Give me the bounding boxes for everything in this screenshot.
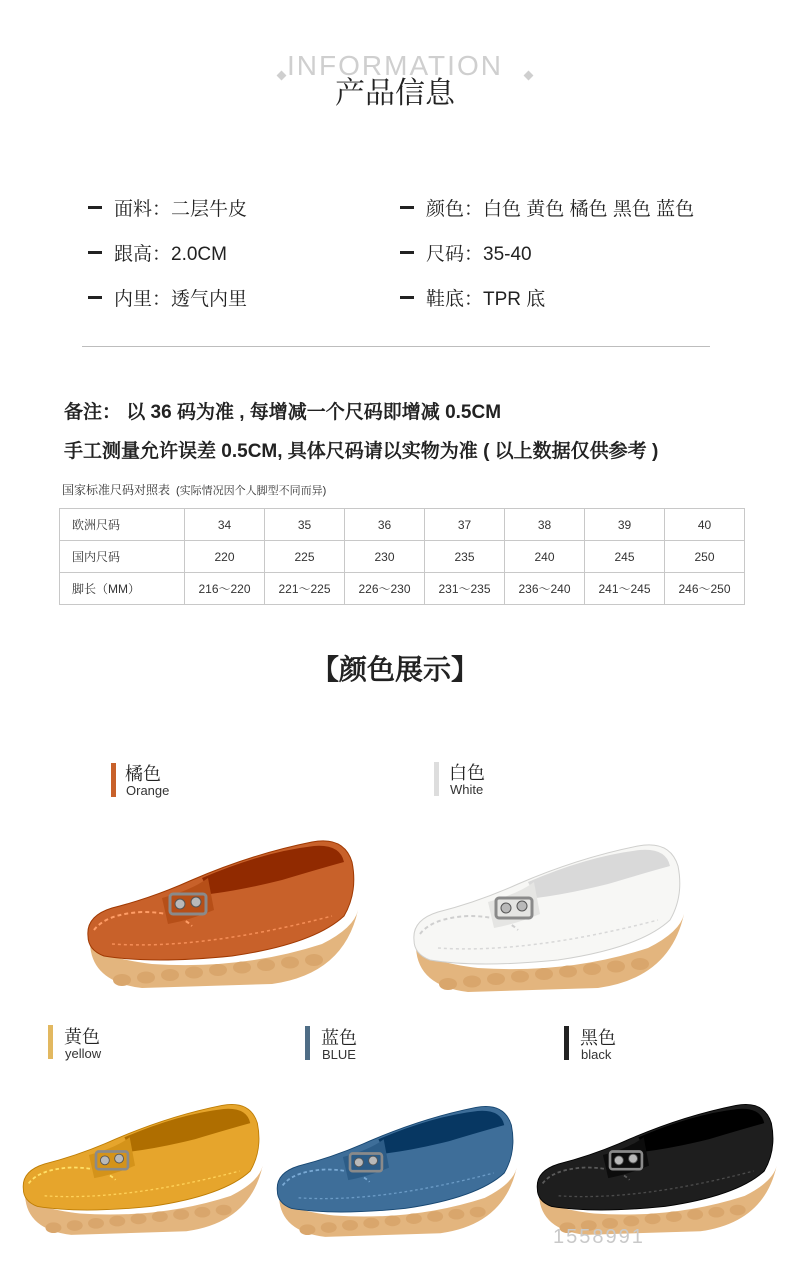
color-label-en-black: black [581, 1047, 612, 1062]
table-cell: 230 [345, 541, 425, 573]
shoe-sole-tread [257, 959, 275, 971]
row-label: 国内尺码 [60, 541, 185, 573]
color-bar-orange [111, 763, 116, 797]
table-cell: 246～250 [665, 573, 745, 605]
shoe-sole-tread [161, 969, 179, 981]
shoe-sole-tread [281, 957, 299, 969]
table-cell: 241～245 [585, 573, 665, 605]
shoe-sole-tread [363, 1218, 379, 1229]
shoe-sole-tread [152, 1211, 168, 1222]
spec-size-range: 尺码：35-40 [400, 239, 532, 266]
shoe-sole-tread [448, 1209, 464, 1220]
shoe-sole-tread [583, 963, 601, 975]
color-bar-blue [305, 1026, 310, 1060]
shoe-sole-tread [216, 1205, 232, 1216]
shoe-stud [115, 1154, 124, 1163]
shoe-stud [369, 1156, 378, 1165]
spec-material: 面料：二层牛皮 [88, 194, 247, 221]
shoe-sole-tread [535, 968, 553, 980]
color-label-en-white: White [450, 782, 484, 797]
shoe-sole-tread [559, 966, 577, 978]
section-divider [82, 346, 710, 347]
header-chinese-title: 产品信息 [335, 77, 455, 110]
shoe-sole-tread [299, 1224, 315, 1235]
size-table-caption: 国家标准尺码对照表 (实际情况因个人脚型不同而异) [62, 483, 327, 497]
shoe-sole-tread [427, 1211, 443, 1222]
table-cell: 40 [665, 509, 745, 541]
table-cell: 235 [425, 541, 505, 573]
shoe-image-white [408, 836, 690, 1004]
spec-heel-height: 跟高：2.0CM [88, 239, 227, 266]
shoe-sole-tread [645, 1214, 661, 1225]
shoe-sole-tread [708, 1207, 724, 1218]
shoe-stud [517, 901, 527, 911]
shoe-stud [191, 897, 201, 907]
table-cell: 35 [265, 509, 345, 541]
table-row [60, 541, 745, 573]
color-bar-yellow [48, 1025, 53, 1059]
shoe-image-yellow [18, 1096, 268, 1246]
size-table [59, 508, 745, 605]
shoe-sole-tread [666, 1211, 682, 1222]
shoe-stud [629, 1154, 638, 1163]
table-cell: 216～220 [185, 573, 265, 605]
watermark-text: 1558991 [553, 1226, 645, 1248]
table-cell: 37 [425, 509, 505, 541]
shoe-sole-tread [113, 974, 131, 986]
shoe-sole-tread [137, 972, 155, 984]
header-english-title: INFORMATION [287, 50, 503, 81]
table-cell: 250 [665, 541, 745, 573]
color-label-cn-black: 黑色 [580, 1028, 616, 1048]
shoe-sole-tread [131, 1214, 147, 1225]
shoe-sole-tread [730, 1205, 746, 1216]
note-line-1: 备注： 以 36 码为准 , 每增减一个尺码即增减 0.5CM [64, 402, 502, 423]
shoe-sole-tread [631, 958, 649, 970]
table-cell: 226～230 [345, 573, 425, 605]
color-label-cn-blue: 蓝色 [321, 1028, 357, 1048]
shoe-sole-tread [470, 1207, 486, 1218]
color-label-cn-white: 白色 [449, 763, 485, 783]
shoe-sole-tread [342, 1220, 358, 1231]
color-label-cn-orange: 橘色 [125, 764, 161, 784]
shoe-sole-tread [233, 962, 251, 974]
table-cell: 245 [585, 541, 665, 573]
table-cell: 225 [265, 541, 345, 573]
shoe-sole-tread [173, 1209, 189, 1220]
shoe-sole-tread [67, 1220, 83, 1231]
table-cell: 38 [505, 509, 585, 541]
shoe-sole-tread [194, 1207, 210, 1218]
shoe-sole-tread [209, 964, 227, 976]
spec-colors: 颜色：白色 黄色 橘色 黑色 蓝色 [400, 194, 694, 221]
color-label-cn-yellow: 黄色 [64, 1027, 100, 1047]
table-cell: 220 [185, 541, 265, 573]
table-cell: 221～225 [265, 573, 345, 605]
shoe-sole-tread [321, 1222, 337, 1233]
color-section-title: 【颜色展示】 [310, 654, 479, 685]
table-cell: 240 [505, 541, 585, 573]
row-label: 欧洲尺码 [60, 509, 185, 541]
shoe-stud [501, 903, 511, 913]
shoe-sole-tread [511, 971, 529, 983]
shoe-stud [354, 1158, 363, 1167]
table-cell: 231～235 [425, 573, 505, 605]
spec-lining: 内里：透气内里 [88, 284, 247, 311]
color-label-en-orange: Orange [126, 783, 170, 798]
shoe-sole-tread [45, 1222, 61, 1233]
shoe-sole-tread [305, 954, 323, 966]
spec-sole: 鞋底：TPR 底 [400, 284, 545, 311]
table-row [60, 509, 745, 541]
shoe-image-orange [82, 832, 364, 1000]
shoe-stud [175, 899, 185, 909]
shoe-sole-tread [185, 967, 203, 979]
shoe-stud [614, 1156, 623, 1165]
color-label-en-yellow: yellow [65, 1046, 102, 1061]
table-cell: 34 [185, 509, 265, 541]
shoe-sole-tread [463, 976, 481, 988]
shoe-sole-tread [607, 961, 625, 973]
shoe-sole-tread [88, 1218, 104, 1229]
note-line-2: 手工测量允许误差 0.5CM, 具体尺码请以实物为准 ( 以上数据仅供参考 ) [64, 441, 659, 462]
shoe-sole-tread [623, 1216, 639, 1227]
shoe-sole-tread [439, 978, 457, 990]
shoe-sole-tread [487, 973, 505, 985]
shoe-sole-tread [385, 1216, 401, 1227]
color-label-en-blue: BLUE [322, 1047, 356, 1062]
table-cell: 36 [345, 509, 425, 541]
table-cell: 39 [585, 509, 665, 541]
row-label: 脚长（MM） [60, 573, 185, 605]
shoe-sole-tread [406, 1213, 422, 1224]
table-cell: 236～240 [505, 573, 585, 605]
shoe-sole-tread [687, 1209, 703, 1220]
color-bar-black [564, 1026, 569, 1060]
shoe-sole-tread [109, 1216, 125, 1227]
shoe-stud [100, 1156, 109, 1165]
color-bar-white [434, 762, 439, 796]
shoe-image-black [532, 1096, 782, 1246]
shoe-image-blue [272, 1098, 522, 1248]
table-row [60, 573, 745, 605]
